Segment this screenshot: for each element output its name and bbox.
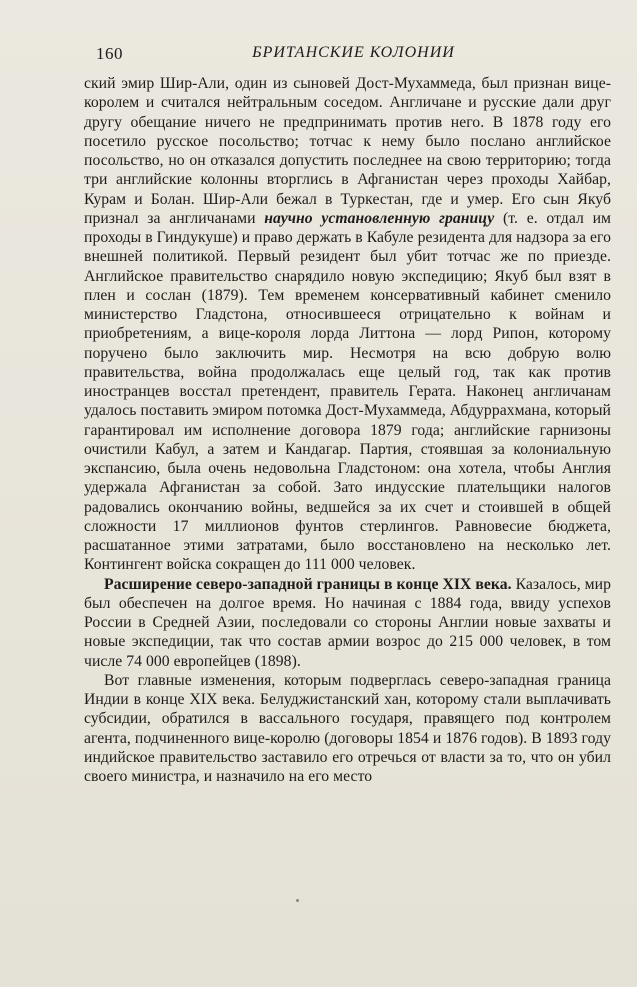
- paragraph-2-text: Казалось, мир был обеспечен на долгое время. Но начиная с 1884 года, ввиду успехов России в Средней Азии, последовали со стороны Англии новые захваты и новые экспедиции, так что состав армии возрос до 215 000 человек, в том числе 74 000 европейцев (1898).: [84, 575, 611, 670]
- paragraph-2: [84, 575, 611, 671]
- paragraph-1-text-a: ский эмир Шир-Али, один из сыновей Дост-Мухаммеда, был признан вице-королем и считался нейтральным соседом. Англичане и русские дали друг другу обещание ничего не предпринимать против него. В 1878 году его посетило русское посольство; тотчас к нему было послано английское посольство, но он отказался допустить последнее на свою территорию; тогда три английские колонны вторглись в Афганистан через проходы Хайбар, Курам и Болан. Шир-Али бежал в Туркестан, где и умер. Его сын Якуб признал за англичанами: [84, 75, 611, 227]
- paragraph-1-text-b: (т. е. отдал им проходы в Гиндукуше) и право держать в Кабуле резидента для надзора за его внешней политикой. Первый резидент был убит тотчас же по приезде. Английское правительство снарядило новую экспедицию; Якуб был взят в плен и сослан (1879). Тем временем консервативный кабинет сменило министерство Гладстона, относившееся отрицательно к войнам и приобретениям, а вице-короля лорда Литтона — лорд Рипон, которому поручено было заключить мир. Несмотря на всю добрую волю правительства, война продолжалась еще целый год, так как против иностранцев восстал претендент, правитель Герата. Наконец англичанам удалось поставить эмиром потомка Дост-Мухаммеда, Абдуррахмана, который гарантировал им исполнение договора 1879 года; английские гарнизоны очистили Кабул, а затем и Кандагар. Партия, стоявшая за колониальную экспансию, была очень недовольна Гладстоном: она хотела, чтобы Англия удержала Афганистан за собой. Зато индусские плательщики налогов радовались окончанию войны, ведшейся за их счет и стоившей в общей сложности 17 миллионов фунтов стерлингов. Равновесие бюджета, расшатанное этими затратами, было восстановлено на несколько лет. Контингент войска сокращен до 111 000 человек.: [84, 209, 612, 574]
- page-header: [96, 44, 611, 66]
- page-number: 160: [96, 44, 123, 63]
- print-speck: [296, 899, 299, 902]
- paragraph-3: [84, 671, 611, 787]
- section-heading: Расширение северо-западной границы в конце XIX века.: [104, 575, 512, 593]
- running-title: БРИТАНСКИЕ КОЛОНИИ: [252, 44, 455, 61]
- paragraph-3-text: Вот главные изменения, которым подверглась северо-западная граница Индии в конце XIX века. Белуджистанский хан, которому стали выплачивать субсидии, обратился в вассального государя, правящего под контролем агента, подчиненного вице-королю (договоры 1854 и 1876 годов). В 1893 году индийское правительство заставило его отречься от власти за то, что он убил своего министра, и назначило на его место: [84, 671, 611, 785]
- paragraph-1-emphasis: научно установленную границу: [264, 209, 495, 227]
- body-text: [84, 74, 611, 786]
- paragraph-1: [84, 74, 611, 575]
